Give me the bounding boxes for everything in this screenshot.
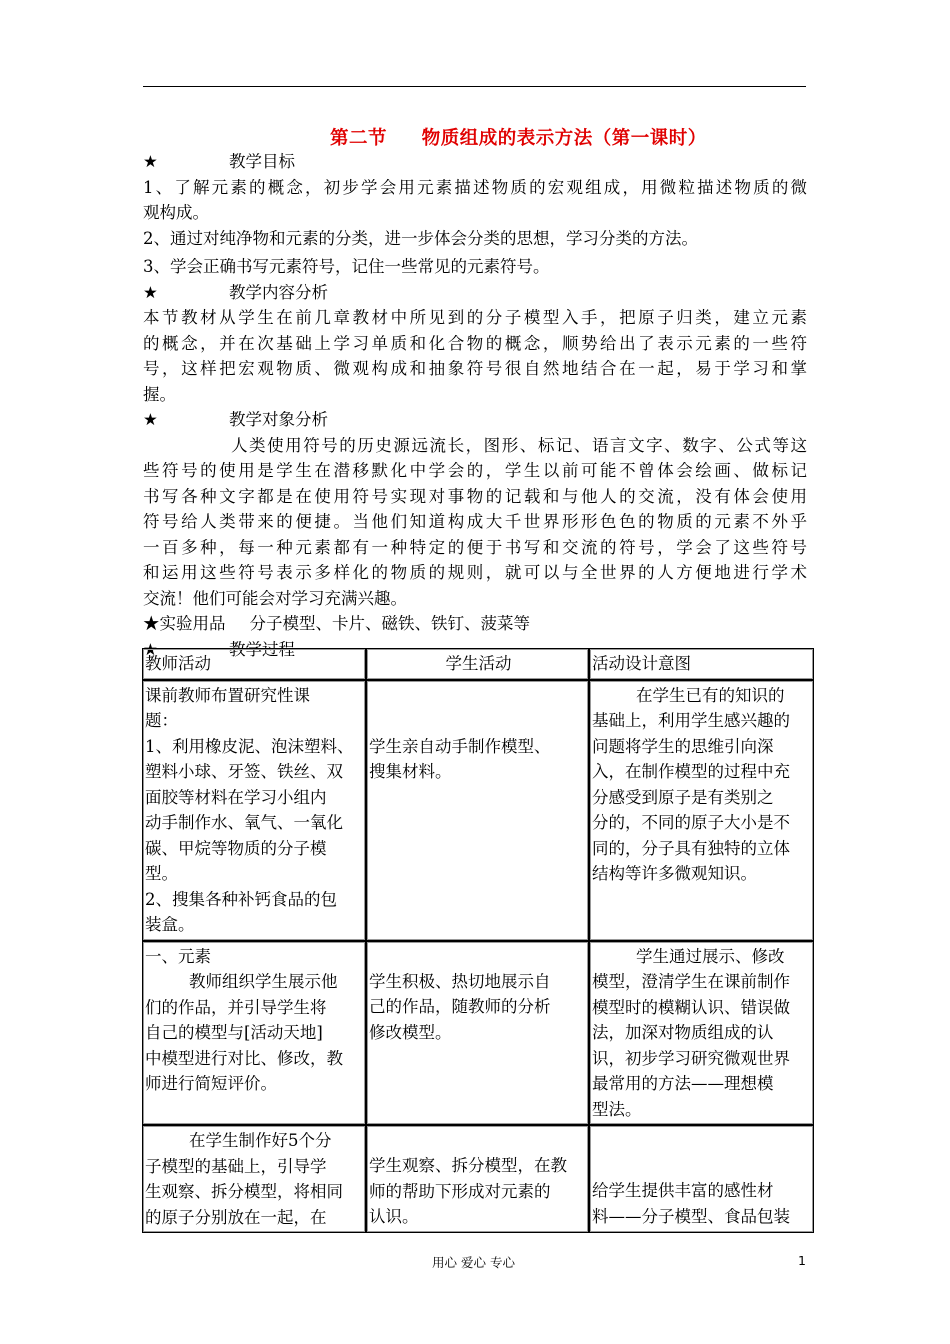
process-table [142, 648, 814, 1233]
content-heading: ★ 教学内容分析 [143, 280, 807, 306]
goal-line: 观构成。 [143, 203, 209, 222]
process-heading: ★ 教学过程 [143, 637, 807, 663]
row2-design: 学生通过展示、修改 模型，澄清学生在课前制作 模型时的模糊认识、错误做 法，加深对物质组成的认 识，初步学习研究微观世界 最常用的方法——理想模 型法。 [589, 941, 814, 1126]
table-row [142, 1125, 814, 1233]
object-line: 一百多种，每一种元素都有一种特定的便于书写和交流的符号，学会了这些符号 [143, 537, 807, 557]
content-line: 握。 [143, 384, 176, 404]
goals-heading: ★ 教学目标 [143, 149, 807, 175]
goal-line: 3、学会正确书写元素符号，记住一些常见的元素符号。 [143, 257, 550, 276]
goal-line: 2、通过对纯净物和元素的分类，进一步体会分类的思想，学习分类的方法。 [143, 228, 698, 248]
header-student: 学生活动 [366, 648, 589, 680]
object-line: 和运用这些符号表示多样化的物质的规则，就可以与全世界的人方便地进行学术 [143, 563, 807, 582]
object-line: 交流！他们可能会对学习充满兴趣。 [143, 588, 407, 608]
header-rule [143, 86, 806, 87]
row2-student: 学生积极、热切地展示自 己的作品，随教师的分析 修改模型。 [366, 941, 589, 1126]
row3-student: 学生观察、拆分模型，在教 师的帮助下形成对元素的 认识。 [366, 1125, 589, 1233]
page-title: 第二节 物质组成的表示方法（第一课时） [330, 128, 707, 149]
object-line: 人类使用符号的历史源远流长，图形、标记、语言文字、数字、公式等这 [231, 435, 807, 455]
table-row [142, 680, 814, 941]
row1-design: 在学生已有的知识的 基础上，利用学生感兴趣的 问题将学生的思维引向深 入，在制作模型的过程中充 分感受到原子是有类别之 分的，不同的原子大小是不 同的，分子具有独特的立体 结构等许多微观知识。 [589, 680, 814, 941]
star-icon: ★ [143, 152, 158, 171]
row2-teacher: 一、元素 教师组织学生展示他 们的作品，并引导学生将 自己的模型与[活动天地] 中模型进行对比、修改，教 师进行简短评价。 [142, 941, 366, 1126]
star-icon: ★ [143, 639, 158, 659]
object-heading: ★ 教学对象分析 [143, 407, 807, 433]
content-line: 号，这样把宏观物质、微观构成和抽象符号很自然地结合在一起，易于学习和掌 [143, 359, 807, 378]
header-design: 活动设计意图 [589, 648, 814, 680]
star-icon: ★ [143, 410, 158, 429]
object-line: 书写各种文字都是在使用符号实现对事物的记载和与他人的交流，没有体会使用 [143, 486, 807, 506]
row3-teacher: 在学生制作好5个分 子模型的基础上，引导学 生观察、拆分模型，将相同 的原子分别放在一起，在 [142, 1125, 366, 1233]
object-line: 符号给人类带来的便捷。当他们知道构成大千世界形形色色的物质的元素不外乎 [143, 512, 807, 531]
object-line: 些符号的使用是学生在潜移默化中学会的，学生以前可能不曾体会绘画、做标记 [143, 461, 807, 480]
row1-student: 学生亲自动手制作模型、 搜集材料。 [366, 680, 589, 941]
header-teacher: 教师活动 [142, 648, 366, 680]
footer-slogan: 用心 爱心 专心 [432, 1255, 515, 1270]
content-line: 本节教材从学生在前几章教材中所见到的分子模型入手，把原子归类，建立元素 [143, 308, 807, 327]
star-icon: ★ [143, 282, 158, 302]
table-row [142, 941, 814, 1126]
materials-line: ★实验用品 分子模型、卡片、磁铁、铁钉、菠菜等 [143, 614, 530, 633]
row1-teacher: 课前教师布置研究性课 题： 1、利用橡皮泥、泡沫塑料、 塑料小球、牙签、铁丝、双 面胶等材料在学习小组内 动手制作水、氧气、一氧化 碳、甲烷等物质的分子模 型。 2、搜集各种补钙食品的包 装盒。 [142, 680, 366, 941]
goals-section [143, 149, 807, 662]
table-header-row [142, 648, 814, 680]
content-line: 的概念，并在次基础上学习单质和化合物的概念，顺势给出了表示元素的一些符 [143, 333, 807, 353]
row3-design: 给学生提供丰富的感性材 料——分子模型、食品包装 [589, 1125, 814, 1233]
page-number: 1 [798, 1253, 806, 1268]
goal-line: 1、了解元素的概念，初步学会用元素描述物质的宏观组成，用微粒描述物质的微 [143, 177, 807, 197]
